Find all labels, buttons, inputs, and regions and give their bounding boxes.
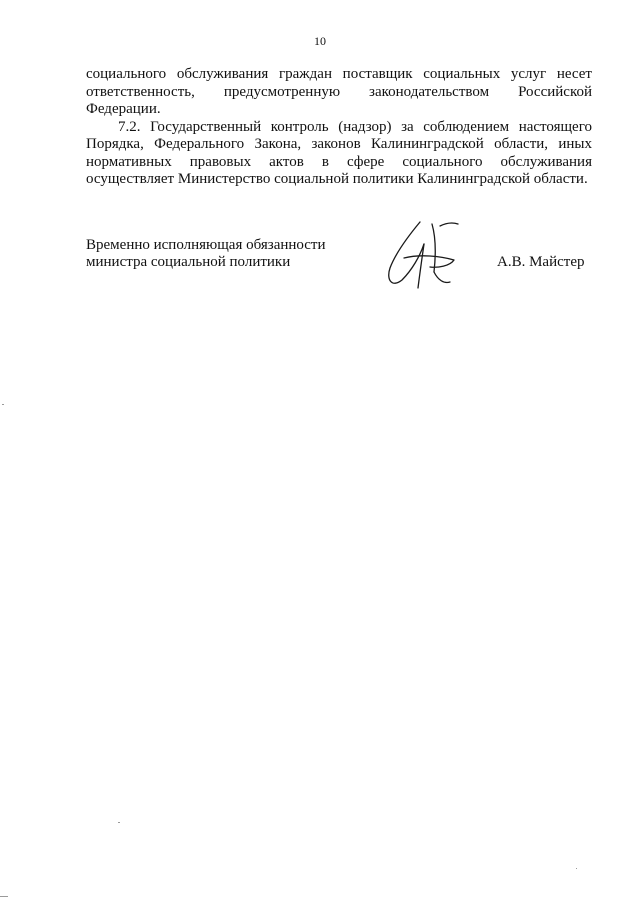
page-number: 10: [314, 34, 326, 48]
handwritten-signature: [380, 220, 462, 292]
scan-mark: [118, 822, 120, 823]
paragraph-continuation: социального обслуживания граждан поставщик социальных услуг несет ответственность, предусмотренную законодательством Российской Федерации.: [86, 66, 592, 117]
signatory-position: [86, 237, 326, 271]
scan-mark: [2, 404, 4, 405]
signatory-name: А.В. Майстер: [497, 254, 585, 270]
signatory-position-line-1: Временно исполняющая обязанности: [86, 237, 326, 253]
scan-mark: [576, 868, 577, 869]
body-text: [86, 66, 592, 189]
scan-mark: [0, 896, 8, 897]
paragraph-7-2: 7.2. Государственный контроль (надзор) за соблюдением настоящего Порядка, Федерального Закона, законов Калининградской области, иных нормативных правовых актов в сфере социального обслуживания осуществляет Министерство социальной политики Калининградской области.: [86, 118, 592, 187]
signatory-position-line-2: министра социальной политики: [86, 254, 291, 270]
